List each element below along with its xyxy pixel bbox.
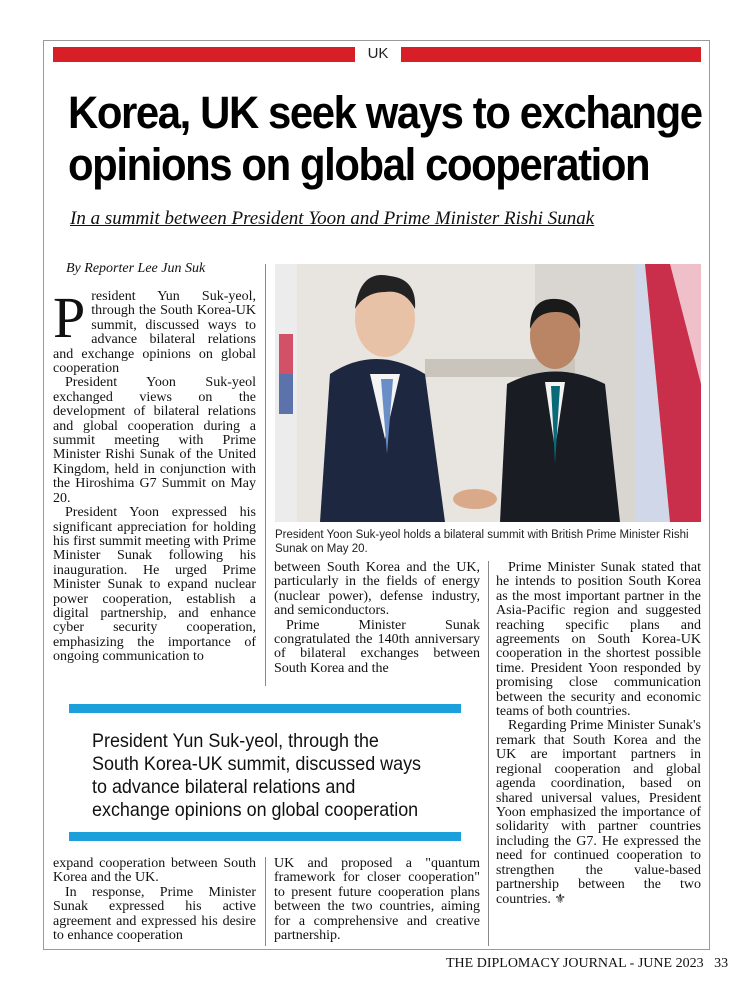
pullquote-bar-top xyxy=(69,704,461,713)
column-rule xyxy=(265,264,266,686)
summit-photo xyxy=(275,264,701,522)
body-paragraph: expand cooperation between South Korea and the UK. xyxy=(53,856,256,886)
drop-cap: P xyxy=(53,285,86,350)
byline: By Reporter Lee Jun Suk xyxy=(66,261,206,276)
section-bar-right xyxy=(401,47,701,62)
lead-paragraph: President Yun Suk-yeol, through the South Korea-UK summit, discussed ways to advance bilateral relations and exchange opinions on global cooperation xyxy=(53,285,256,377)
headline xyxy=(68,87,702,191)
article-column-1 xyxy=(53,285,256,665)
body-paragraph: UK and proposed a "quantum framework for closer cooperation" to present future cooperation plans between the two countries, aiming for a comprehensive and creative partnership. xyxy=(274,856,480,944)
subheadline: In a summit between President Yoon and Prime Minister Rishi Sunak xyxy=(70,208,595,229)
article-column-2-continued xyxy=(274,857,480,943)
article-column-3 xyxy=(496,561,701,908)
body-paragraph: In response, Prime Minister Sunak expressed his active agreement and expressed his desire to enhance cooperation xyxy=(53,884,256,944)
headline-line-2: opinions on global cooperation xyxy=(68,139,650,190)
article-column-2 xyxy=(274,561,480,676)
column-rule xyxy=(265,857,266,946)
body-paragraph: President Yoon expressed his significant appreciation for holding his first summit meeting with Prime Minister Sunak following his inauguration. He urged Prime Minister Sunak to expand nuclear power cooperation, establish a digital partnership, and enhance cyber security cooperation, emphasizing the importance of ongoing communication to xyxy=(53,505,256,665)
body-paragraph: Prime Minister Sunak congratulated the 140th anniversary of bilateral exchanges between South Korea and the xyxy=(274,617,480,676)
section-bar-left xyxy=(53,47,355,62)
section-label: UK xyxy=(367,45,389,62)
body-paragraph: Regarding Prime Minister Sunak's remark that South Korea and the UK are important partners in regional cooperation and global agenda coordination, based on shared universal values, President Yoon emphasized the importance of solidarity with partner countries including the G7. He expressed the need for continued cooperation to strengthen the value-based partnership between the two countries. ⚜ xyxy=(496,718,701,908)
article-column-1-continued xyxy=(53,857,256,943)
body-paragraph: between South Korea and the UK, particularly in the fields of energy (nuclear power), defense industry, and semiconductors. xyxy=(274,560,480,619)
pullquote: President Yun Suk-yeol, through the South Korea-UK summit, discussed ways to advance bilateral relations and exchange opinions on global cooperation xyxy=(92,730,422,821)
photo-caption: President Yoon Suk-yeol holds a bilateral summit with British Prime Minister Rishi Sunak on May 20. xyxy=(275,529,689,555)
publication-name: THE DIPLOMACY JOURNAL - JUNE 2023 xyxy=(446,956,704,971)
page-number: 33 xyxy=(714,956,729,971)
body-paragraph: Prime Minister Sunak stated that he intends to position South Korea as the most important partner in the Asia-Pacific region and suggested reaching specific plans and agreements on South Korea-UK cooperation in the shortest possible time. President Yoon responded by promising close communication between the security and economic teams of both countries. xyxy=(496,560,701,720)
page-footer xyxy=(446,956,728,972)
end-mark-icon: ⚜ xyxy=(554,891,566,907)
column-rule xyxy=(488,561,489,946)
body-paragraph: President Yoon Suk-yeol exchanged views on the development of bilateral relations and global cooperation during a summit meeting with Prime Minister Rishi Sunak of the United Kingdom, held in conjunction with the Hiroshima G7 Summit on May 20. xyxy=(53,375,256,506)
headline-line-1: Korea, UK seek ways to exchange xyxy=(68,87,702,138)
pullquote-bar-bottom xyxy=(69,832,461,841)
